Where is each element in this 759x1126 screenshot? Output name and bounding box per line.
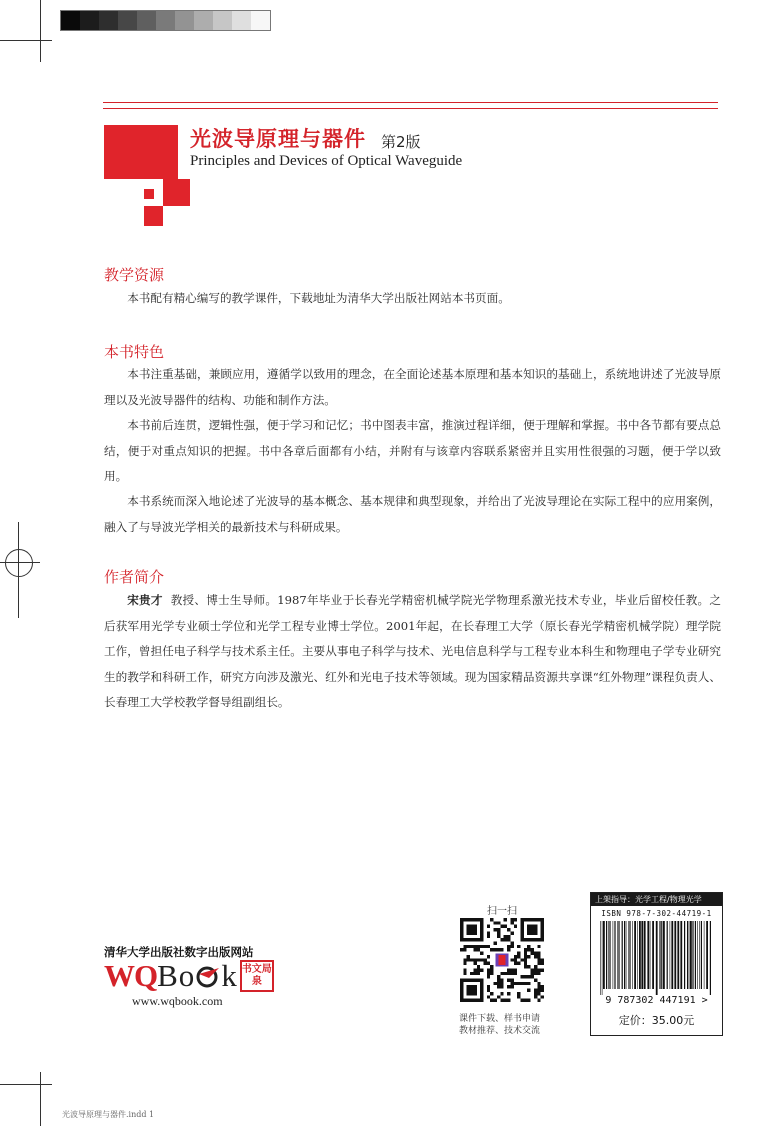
qr-module xyxy=(520,982,523,985)
qr-module xyxy=(517,992,520,995)
qr-module xyxy=(524,955,527,958)
wqbook-logo xyxy=(104,960,274,992)
barcode-bar xyxy=(687,921,688,989)
gray-swatch xyxy=(61,11,80,30)
barcode-bar xyxy=(674,921,676,989)
qr-module xyxy=(537,958,540,961)
grayscale-calibration-strip xyxy=(60,10,271,31)
shelf-guide: 上架指导：光学工程/物理光学 xyxy=(591,893,722,906)
barcode-bar xyxy=(689,921,690,989)
qr-module xyxy=(517,955,520,958)
qr-module xyxy=(484,962,487,965)
barcode-bar xyxy=(699,921,700,989)
qr-module xyxy=(490,965,493,968)
qr-module xyxy=(490,968,493,971)
author-name: 宋贵才 xyxy=(127,593,163,607)
qr-module xyxy=(460,948,463,951)
qr-module xyxy=(500,985,503,988)
barcode-bar xyxy=(626,921,627,989)
qr-module xyxy=(541,962,544,965)
qr-module xyxy=(520,975,523,978)
qr-module xyxy=(527,975,530,978)
wqbook-logo-bird-icon xyxy=(195,964,221,988)
barcode-bar xyxy=(667,921,668,989)
qr-module xyxy=(524,958,527,961)
qr-module xyxy=(514,918,517,921)
qr-module xyxy=(463,945,466,948)
qr-module xyxy=(527,948,530,951)
qr-module xyxy=(507,945,510,948)
qr-module xyxy=(480,968,483,971)
qr-module xyxy=(517,945,520,948)
qr-module xyxy=(541,985,544,988)
barcode-bar xyxy=(619,921,620,989)
qr-module xyxy=(484,958,487,961)
qr-module xyxy=(473,945,476,948)
qr-module xyxy=(500,925,503,928)
cover-logo-block xyxy=(144,206,163,226)
qr-module xyxy=(467,945,470,948)
qr-module xyxy=(510,982,513,985)
qr-caption-line1: 课件下载、样书申请 xyxy=(459,1014,541,1024)
qr-module xyxy=(537,962,540,965)
barcode-bar xyxy=(671,921,673,989)
qr-module xyxy=(473,948,476,951)
qr-module xyxy=(514,972,517,975)
barcode-bar xyxy=(677,921,679,989)
qr-module xyxy=(497,975,500,978)
gray-swatch xyxy=(137,11,156,30)
qr-module xyxy=(494,942,497,945)
qr-module xyxy=(510,931,513,934)
gray-swatch xyxy=(175,11,194,30)
qr-module xyxy=(507,978,510,981)
barcode-bar xyxy=(606,921,607,989)
qr-module xyxy=(520,999,523,1002)
features-paragraph-1: 本书注重基础，兼顾应用，遵循学以致用的理念，在全面论述基本原理和基本知识的基础上，系统地讲述了光波导原理以及光波导器件的结构、功能和制作方法。 xyxy=(104,367,721,407)
barcode-bar xyxy=(710,921,711,995)
isbn-barcode xyxy=(598,921,714,995)
qr-module xyxy=(497,921,500,924)
author-paragraph xyxy=(104,588,721,716)
qr-module xyxy=(504,972,507,975)
crop-mark xyxy=(40,0,41,62)
barcode-bar xyxy=(641,921,643,989)
barcode-bar xyxy=(647,921,649,989)
qr-finder xyxy=(527,925,537,935)
barcode-bar xyxy=(684,921,685,989)
qr-module xyxy=(514,968,517,971)
qr-module xyxy=(500,982,503,985)
barcode-bar xyxy=(624,921,625,989)
barcode-bar xyxy=(670,921,671,989)
barcode-bar xyxy=(690,921,692,989)
cover-logo-block xyxy=(163,179,190,206)
qr-module xyxy=(534,955,537,958)
gray-swatch xyxy=(156,11,175,30)
qr-module xyxy=(500,992,503,995)
qr-module xyxy=(477,945,480,948)
book-price: 定价：35.00元 xyxy=(618,1014,695,1027)
book-edition: 第2版 xyxy=(381,133,421,151)
qr-module xyxy=(510,968,513,971)
header-rule-bottom xyxy=(103,108,718,109)
book-title-cn: 光波导原理与器件 xyxy=(190,127,366,151)
book-title-en: Principles and Devices of Optical Waveguide xyxy=(190,153,463,169)
barcode-bar xyxy=(610,921,611,989)
qr-module xyxy=(537,972,540,975)
qr-module xyxy=(531,972,534,975)
qr-module xyxy=(497,995,500,998)
section-heading-resources: 教学资源 xyxy=(104,266,165,284)
isbn-barcode-box xyxy=(590,892,723,1036)
gray-swatch xyxy=(194,11,213,30)
qr-module xyxy=(477,972,480,975)
qr-module xyxy=(541,989,544,992)
qr-module xyxy=(510,972,513,975)
qr-module xyxy=(531,952,534,955)
qr-module xyxy=(531,948,534,951)
barcode-bar xyxy=(632,921,633,989)
qr-module xyxy=(497,928,500,931)
qr-module xyxy=(487,995,490,998)
qr-module xyxy=(480,945,483,948)
qr-module xyxy=(527,965,530,968)
resources-paragraph: 本书配有精心编写的教学课件，下载地址为清华大学出版社网站本书页面。 xyxy=(127,291,510,305)
qr-module xyxy=(510,945,513,948)
wqbook-logo-stamp: 书文局泉 xyxy=(240,960,274,992)
qr-module xyxy=(517,995,520,998)
qr-module xyxy=(527,945,530,948)
qr-module xyxy=(494,928,497,931)
qr-module xyxy=(507,928,510,931)
qr-module xyxy=(507,948,510,951)
qr-module xyxy=(473,968,476,971)
qr-module xyxy=(473,972,476,975)
qr-module xyxy=(537,982,540,985)
barcode-bar xyxy=(650,921,651,989)
features-paragraph-3: 本书系统而深入地论述了光波导的基本概念、基本规律和典型现象，并给出了光波导理论在实际工程中的应用案例，融入了与导波光学相关的最新技术与科研成果。 xyxy=(104,494,721,534)
qr-module xyxy=(524,982,527,985)
qr-scan-label: 扫一扫 xyxy=(487,906,517,917)
gray-swatch xyxy=(213,11,232,30)
qr-module xyxy=(527,989,530,992)
qr-module xyxy=(541,995,544,998)
qr-module xyxy=(534,995,537,998)
qr-finder xyxy=(467,925,477,935)
qr-module xyxy=(487,925,490,928)
qr-module xyxy=(497,985,500,988)
qr-module xyxy=(504,925,507,928)
barcode-bar xyxy=(608,921,609,989)
qr-module xyxy=(500,948,503,951)
qr-module xyxy=(534,972,537,975)
header-rule-top xyxy=(103,102,718,103)
qr-module xyxy=(537,985,540,988)
cover-logo-block-large xyxy=(104,125,178,179)
barcode-bar xyxy=(634,921,636,989)
qr-module xyxy=(514,962,517,965)
barcode-bar xyxy=(614,921,615,989)
qr-module xyxy=(490,972,493,975)
qr-module xyxy=(517,982,520,985)
wqbook-logo-wq: WQ xyxy=(104,958,158,993)
qr-module xyxy=(510,942,513,945)
qr-module xyxy=(510,958,513,961)
barcode-bar xyxy=(603,921,605,989)
barcode-bar xyxy=(704,921,705,989)
qr-module xyxy=(510,921,513,924)
qr-center-logo xyxy=(499,955,506,965)
qr-module xyxy=(494,921,497,924)
qr-module xyxy=(537,955,540,958)
qr-module xyxy=(531,975,534,978)
qr-module xyxy=(487,968,490,971)
qr-module xyxy=(534,989,537,992)
qr-module xyxy=(514,958,517,961)
crop-mark xyxy=(0,40,52,41)
qr-module xyxy=(463,948,466,951)
qr-module xyxy=(463,968,466,971)
qr-module xyxy=(497,931,500,934)
qr-module xyxy=(534,978,537,981)
qr-module xyxy=(537,952,540,955)
qr-module xyxy=(494,948,497,951)
qr-module xyxy=(477,958,480,961)
qr-module xyxy=(541,968,544,971)
qr-module xyxy=(500,972,503,975)
gray-swatch xyxy=(99,11,118,30)
qr-module xyxy=(524,965,527,968)
wqbook-logo-k: k xyxy=(221,958,238,993)
barcode-bar xyxy=(661,921,662,989)
barcode-bar xyxy=(639,921,641,989)
qr-module xyxy=(504,935,507,938)
qr-module xyxy=(477,948,480,951)
gray-swatch xyxy=(232,11,251,30)
qr-module xyxy=(504,938,507,941)
qr-module xyxy=(507,968,510,971)
qr-module xyxy=(473,962,476,965)
qr-module xyxy=(524,975,527,978)
qr-module xyxy=(484,945,487,948)
barcode-bar xyxy=(600,921,601,995)
barcode-bar xyxy=(613,921,614,989)
qr-module xyxy=(514,955,517,958)
qr-module xyxy=(477,965,480,968)
qr-module xyxy=(473,958,476,961)
print-slug: 光波导原理与器件.indd 1 xyxy=(62,1110,155,1119)
qr-module xyxy=(520,958,523,961)
barcode-bar xyxy=(659,921,660,989)
features-paragraph-2: 本书前后连贯，逻辑性强，便于学习和记忆；书中图表丰富，推演过程详细，便于理解和掌握。书中各节都有要点总结，便于对重点知识的把握。书中各章后面都有小结，并附有与该章内容联系紧密并且实用性很强的习题，便于学以致用。 xyxy=(104,418,721,483)
qr-module xyxy=(463,962,466,965)
barcode-bar xyxy=(701,921,702,989)
qr-module xyxy=(537,968,540,971)
barcode-bar xyxy=(656,921,658,995)
qr-module xyxy=(467,955,470,958)
qr-module xyxy=(524,999,527,1002)
publisher-caption: 清华大学出版社数字出版网站 xyxy=(104,945,254,959)
crop-mark xyxy=(40,1072,41,1126)
qr-module xyxy=(507,972,510,975)
gray-swatch xyxy=(251,11,270,30)
qr-module xyxy=(490,918,493,921)
qr-module xyxy=(524,962,527,965)
barcode-bar xyxy=(602,921,603,995)
qr-module xyxy=(534,952,537,955)
qr-module xyxy=(524,952,527,955)
qr-module xyxy=(470,972,473,975)
qr-module xyxy=(487,962,490,965)
qr-module xyxy=(534,992,537,995)
barcode-bar xyxy=(680,921,682,989)
qr-module xyxy=(487,945,490,948)
qr-module xyxy=(507,985,510,988)
qr-module xyxy=(527,955,530,958)
barcode-bar xyxy=(663,921,665,989)
barcode-bar xyxy=(697,921,698,989)
qr-module xyxy=(537,989,540,992)
qr-module xyxy=(510,978,513,981)
qr-module xyxy=(531,968,534,971)
qr-code[interactable] xyxy=(460,918,544,1002)
qr-module xyxy=(487,985,490,988)
barcode-digits: 9 787302 447191 > xyxy=(605,995,708,1006)
barcode-bar xyxy=(622,921,623,989)
qr-module xyxy=(470,958,473,961)
barcode-bar xyxy=(692,921,693,989)
gray-swatch xyxy=(118,11,137,30)
isbn-text: ISBN 978-7-302-44719-1 xyxy=(601,909,712,918)
qr-module xyxy=(494,999,497,1002)
qr-module xyxy=(497,948,500,951)
qr-module xyxy=(500,999,503,1002)
qr-module xyxy=(490,948,493,951)
qr-module xyxy=(500,978,503,981)
qr-module xyxy=(497,982,500,985)
qr-module xyxy=(510,918,513,921)
qr-module xyxy=(463,958,466,961)
qr-module xyxy=(514,982,517,985)
qr-module xyxy=(541,958,544,961)
qr-module xyxy=(527,999,530,1002)
qr-module xyxy=(507,992,510,995)
qr-module xyxy=(487,989,490,992)
qr-module xyxy=(537,999,540,1002)
qr-module xyxy=(527,982,530,985)
qr-module xyxy=(467,958,470,961)
qr-module xyxy=(487,972,490,975)
qr-module xyxy=(514,925,517,928)
qr-finder xyxy=(467,985,477,995)
barcode-bar xyxy=(629,921,630,989)
qr-module xyxy=(494,982,497,985)
author-bio: 教授、博士生导师。1987年毕业于长春光学精密机械学院光学物理系激光技术专业，毕业后留校任教。之后获军用光学专业硕士学位和光学工程专业博士学位。2001年起，在长春理工大学（原长春光学精密机械学院）理学院工作，曾担任电子科学与技术系主任。主要从事电子科学与技术、光电信息科学与工程专业本科生和物理电子学专业研究生的教学和科研工作，研究方向涉及激光、红外和光电子技术等领域。现为国家精品资源共享课“红外物理”课程负责人、长春理工大学校教学督导组副组长。 xyxy=(104,593,721,709)
section-heading-author: 作者简介 xyxy=(104,568,165,586)
qr-module xyxy=(537,945,540,948)
qr-module xyxy=(480,958,483,961)
qr-module xyxy=(507,935,510,938)
cover-logo-block xyxy=(144,189,154,199)
qr-module xyxy=(500,938,503,941)
qr-module xyxy=(517,952,520,955)
qr-module xyxy=(497,978,500,981)
barcode-bar xyxy=(617,921,618,989)
qr-module xyxy=(487,975,490,978)
publisher-url[interactable]: www.wqbook.com xyxy=(132,994,223,1008)
qr-module xyxy=(537,992,540,995)
qr-module xyxy=(534,968,537,971)
qr-module xyxy=(487,935,490,938)
qr-module xyxy=(504,918,507,921)
qr-module xyxy=(507,938,510,941)
qr-caption-line2: 教材推荐、技术交流 xyxy=(459,1026,541,1036)
barcode-bar xyxy=(628,921,629,989)
qr-module xyxy=(524,948,527,951)
section-heading-features: 本书特色 xyxy=(104,343,165,361)
barcode-bar xyxy=(652,921,654,989)
qr-module xyxy=(487,955,490,958)
qr-module xyxy=(487,931,490,934)
qr-module xyxy=(490,992,493,995)
qr-module xyxy=(504,999,507,1002)
qr-module xyxy=(463,972,466,975)
qr-module xyxy=(534,965,537,968)
qr-module xyxy=(470,945,473,948)
registration-mark xyxy=(5,549,33,577)
barcode-bar xyxy=(637,921,638,989)
gray-swatch xyxy=(80,11,99,30)
barcode-bar xyxy=(695,921,696,989)
qr-module xyxy=(490,999,493,1002)
barcode-bar xyxy=(644,921,646,989)
qr-module xyxy=(497,935,500,938)
qr-module xyxy=(480,952,483,955)
crop-mark xyxy=(0,1084,52,1085)
qr-module xyxy=(517,962,520,965)
qr-module xyxy=(507,999,510,1002)
wqbook-logo-bo: Bo xyxy=(157,958,196,993)
qr-module xyxy=(477,968,480,971)
barcode-bar xyxy=(706,921,708,989)
qr-module xyxy=(510,985,513,988)
